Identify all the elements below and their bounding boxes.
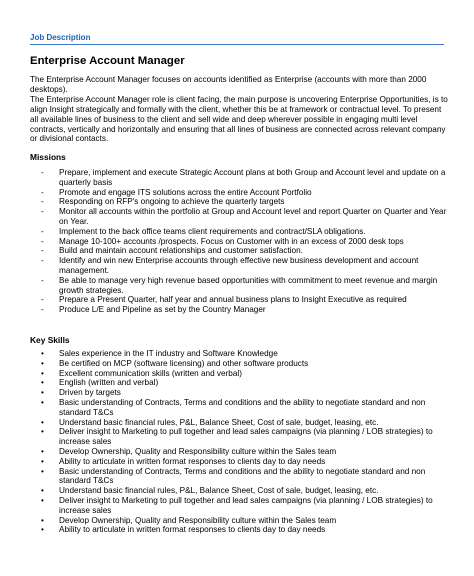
skill-text: Ability to articulate in written format responses to clients day to day needs <box>59 525 326 535</box>
dot-bullet: • <box>41 397 44 407</box>
list-item <box>30 276 450 296</box>
list-item <box>30 246 450 256</box>
skill-text: Basic understanding of Contracts, Terms and conditions and the ability to negotiate standard and non standard T&Cs <box>59 466 426 486</box>
dot-bullet: • <box>41 495 44 505</box>
list-item <box>30 525 450 535</box>
list-item <box>30 359 450 369</box>
dot-bullet: • <box>41 515 44 525</box>
dot-bullet: • <box>41 388 44 398</box>
skill-text: English (written and verbal) <box>59 378 159 388</box>
list-item <box>30 237 450 247</box>
document-header-label: Job Description <box>30 33 91 42</box>
skill-text: Driven by targets <box>59 388 121 398</box>
list-item <box>30 496 450 516</box>
dash-bullet: - <box>41 256 44 266</box>
mission-text: Produce L/E and Pipeline as set by the Country Manager <box>59 305 266 315</box>
skill-text: Deliver insight to Marketing to pull together and lead sales campaigns (via planning / LOB strategies) to increase sales <box>59 495 433 515</box>
document-title: Enterprise Account Manager <box>30 55 185 67</box>
list-item <box>30 378 450 388</box>
mission-text: Monitor all accounts within the portfolio at Group and Account level and report Quarter on Quarter and Year on Year. <box>59 207 447 226</box>
key-skills-heading: Key Skills <box>30 335 70 345</box>
dot-bullet: • <box>41 378 44 388</box>
list-item <box>30 197 450 207</box>
skill-text: Excellent communication skills (written and verbal) <box>59 368 242 378</box>
mission-text: Prepare, implement and execute Strategic Account plans at both Group and Account level and update on a quarterly basis <box>59 168 446 187</box>
missions-list <box>30 168 450 315</box>
dash-bullet: - <box>41 207 44 217</box>
skill-text: Deliver insight to Marketing to pull together and lead sales campaigns (via planning / LOB strategies) to increase sales <box>59 427 433 447</box>
mission-text: Be able to manage very high revenue based opportunities with commitment to meet revenue and margin growth strategies. <box>59 275 438 295</box>
list-item <box>30 168 450 188</box>
list-item <box>30 305 450 315</box>
dash-bullet: - <box>41 226 44 236</box>
intro-paragraph: The Enterprise Account Manager focuses on accounts identified as Enterprise (accounts with more than 2000 desktops). <box>30 75 427 94</box>
dot-bullet: • <box>41 466 44 476</box>
mission-text: Identify and win new Enterprise accounts through effective new business development and account management. <box>59 256 419 275</box>
mission-text: Manage 10-100+ accounts /prospects. Focus on Customer with in an excess of 2000 desk tops <box>59 236 404 246</box>
skill-text: Develop Ownership, Quality and Responsibility culture within the Sales team <box>59 515 337 525</box>
dot-bullet: • <box>41 456 44 466</box>
list-item <box>30 457 450 467</box>
list-item <box>30 256 450 276</box>
dash-bullet: - <box>41 246 44 256</box>
dash-bullet: - <box>41 236 44 246</box>
skill-text: Develop Ownership, Quality and Responsibility culture within the Sales team <box>59 446 337 456</box>
skill-text: Be certified on MCP (software licensing) and other software products <box>59 358 309 368</box>
dash-bullet: - <box>41 168 44 177</box>
dot-bullet: • <box>41 486 44 496</box>
dash-bullet: - <box>41 187 44 197</box>
header-divider <box>30 44 444 45</box>
list-item <box>30 418 450 428</box>
dash-bullet: - <box>41 275 44 285</box>
list-item <box>30 427 450 447</box>
list-item <box>30 388 450 398</box>
skill-text: Understand basic financial rules, P&L, Balance Sheet, Cost of sale, budget, leasing, etc. <box>59 486 379 496</box>
list-item <box>30 349 450 359</box>
dot-bullet: • <box>41 358 44 368</box>
dash-bullet: - <box>41 295 44 305</box>
intro-section <box>30 75 450 144</box>
skill-text: Basic understanding of Contracts, Terms and conditions and the ability to negotiate standard and non standard T&Cs <box>59 397 426 417</box>
key-skills-list <box>30 349 450 535</box>
skill-text: Understand basic financial rules, P&L, Balance Sheet, Cost of sale, budget, leasing, etc. <box>59 417 379 427</box>
mission-text: Prepare a Present Quarter, half year and annual business plans to Insight Executive as required <box>59 295 407 305</box>
dot-bullet: • <box>41 368 44 378</box>
list-item <box>30 467 450 487</box>
skill-text: Sales experience in the IT industry and Software Knowledge <box>59 349 278 358</box>
dot-bullet: • <box>41 446 44 456</box>
dot-bullet: • <box>41 427 44 437</box>
list-item <box>30 188 450 198</box>
mission-text: Promote and engage ITS solutions across the entire Account Portfolio <box>59 187 312 197</box>
intro-paragraph: The Enterprise Account Manager role is client facing, the main purpose is uncovering Enterprise Opportunities, is to align Insight strategically and formally with the client, whether this be at framework or contractual level. To present all available lines of business to the client and sell wide and deep wherever possible in engaging multi level contracts, vertically and horizontally and ensuring that all lines of business are connected across relevant company or divisional contacts. <box>30 94 448 144</box>
mission-text: Responding on RFP's ongoing to achieve the quarterly targets <box>59 197 285 207</box>
skill-text: Ability to articulate in written format responses to clients day to day needs <box>59 456 326 466</box>
list-item <box>30 486 450 496</box>
list-item <box>30 295 450 305</box>
dash-bullet: - <box>41 197 44 207</box>
list-item <box>30 227 450 237</box>
list-item <box>30 516 450 526</box>
list-item <box>30 398 450 418</box>
mission-text: Implement to the back office teams client requirements and contract/SLA obligations. <box>59 226 366 236</box>
list-item <box>30 447 450 457</box>
dot-bullet: • <box>41 417 44 427</box>
missions-heading: Missions <box>30 152 66 162</box>
dash-bullet: - <box>41 305 44 315</box>
dot-bullet: • <box>41 525 44 535</box>
dot-bullet: • <box>41 349 44 358</box>
mission-text: Build and maintain account relationships and customer satisfaction. <box>59 246 303 256</box>
list-item <box>30 207 450 227</box>
list-item <box>30 369 450 379</box>
